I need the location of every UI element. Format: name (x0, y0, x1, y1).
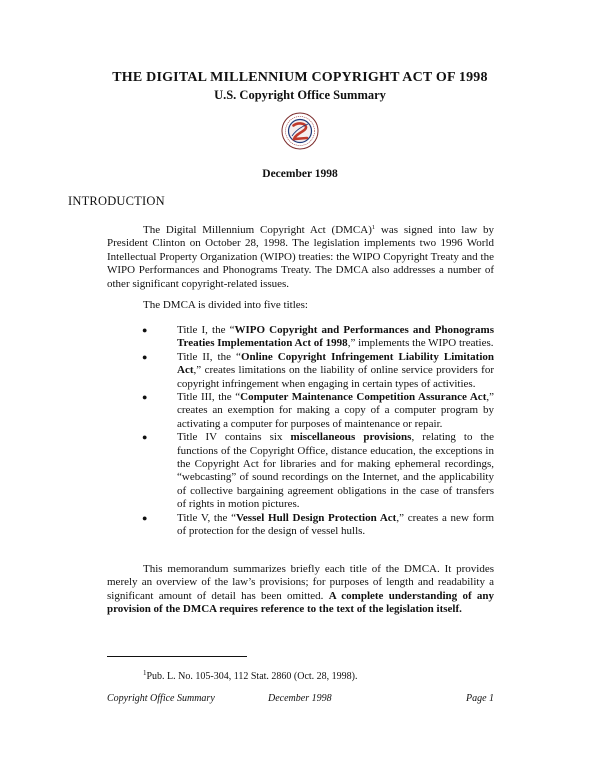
bullet-icon: ● (142, 512, 148, 523)
section-heading: INTRODUCTION (68, 194, 165, 208)
document-subtitle: U.S. Copyright Office Summary (214, 88, 386, 102)
footnote-reference: 1 (371, 224, 376, 231)
bullet-icon: ● (142, 351, 148, 362)
bullet-icon: ● (142, 392, 148, 403)
list-item: ● Title IV contains six miscellaneous provisions, relating to the functions of the Copyright Office, distance education, the exceptions in the Copyright Act for libraries and for making ephemeral recordings, “webcasting” of sound recordings on the Internet, and the applicability of collective bargaining agreement obligations in the case of transfers of rights in motion pictures. (142, 431, 494, 511)
document-date: December 1998 (262, 168, 338, 180)
list-item: ● Title II, the “Online Copyright Infringement Liability Limitation Act,” creates limitations on the liability of online service providers for copyright infringement when engaging in certain types of activities. (142, 350, 494, 390)
titles-intro: The DMCA is divided into five titles: (143, 299, 308, 311)
footer-left: Copyright Office Summary (107, 693, 215, 704)
footnote-divider (107, 656, 247, 657)
closing-paragraph: This memorandum summarizes briefly each title of the DMCA. It provides merely an overview of the law’s provisions; for purposes of length and readability a significant amount of detail has been omitted. A complete understanding of any provision of the DMCA requires reference to the text of the legislation itself. (107, 563, 494, 616)
footnote: $^1$Pub. L. No. 105-304, 112 Stat. 2860 (Oct. 28, 1998). (143, 669, 358, 682)
bullet-icon: ● (142, 325, 148, 335)
list-item: ● Title III, the “Computer Maintenance Competition Assurance Act,” creates an exemption for making a copy of a computer program by activating a computer for purposes of maintenance or repair. (142, 391, 494, 430)
titles-list (0, 324, 600, 539)
copyright-office-seal-icon (281, 112, 319, 150)
list-item: ● Title V, the “Vessel Hull Design Protection Act,” creates a new form of protection for the design of vessel hulls. (142, 511, 494, 538)
footer-date: December 1998 (268, 693, 332, 704)
intro-paragraph: The Digital Millennium Copyright Act (DMCA)$^1$ was signed into law by President Clinton on October 28, 1998. The legislation implements two 1996 World Intellectual Property Organization (WIPO) treaties: the WIPO Copyright Treaty and the WIPO Performances and Phonograms Treaty. The DMCA also addresses a number of other significant copyright-related issues. (107, 224, 494, 290)
document-title: THE DIGITAL MILLENNIUM COPYRIGHT ACT OF 1998 (112, 70, 488, 85)
page-number: Page 1 (466, 693, 495, 704)
list-item: ● Title I, the “WIPO Copyright and Performances and Phonograms Treaties Implementation Act of 1998,” implements the WIPO treaties. (142, 324, 494, 350)
bullet-icon: ● (142, 432, 148, 443)
